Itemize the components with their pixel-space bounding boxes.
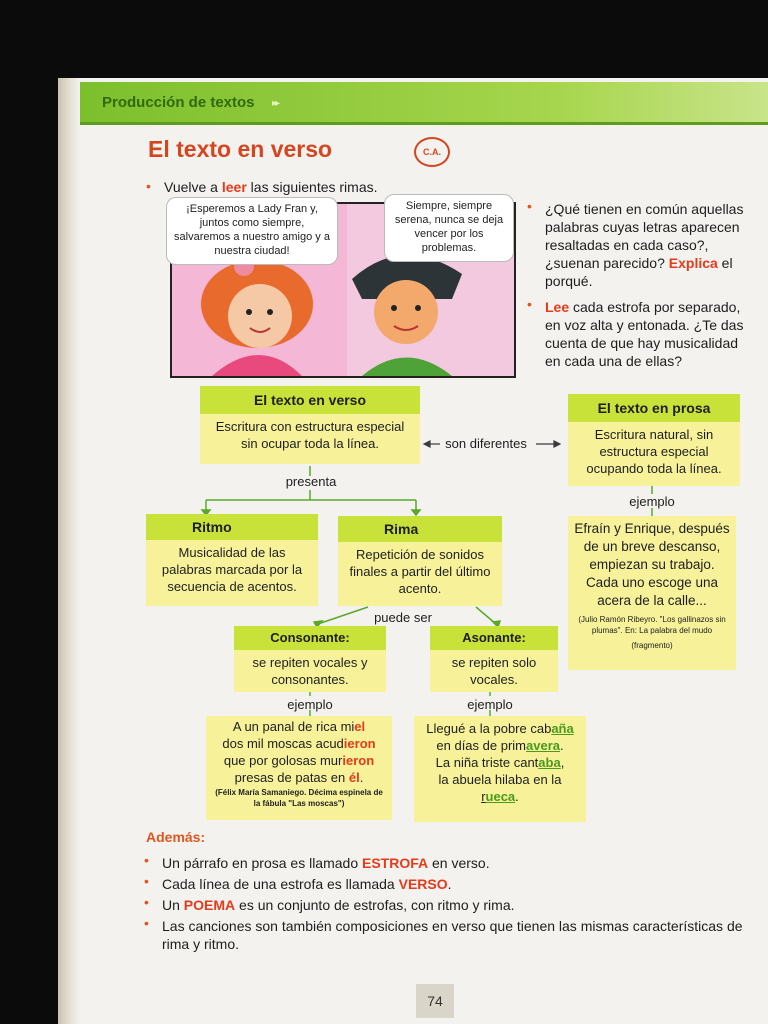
ason-verse-3 [414, 754, 586, 771]
speech-bubble-left: ¡Esperemos a Lady Fran y, juntos como siempre, salvaremos a nuestro amigo y a nuestra ciudad! [166, 197, 338, 265]
ason-verse-2 [414, 737, 586, 754]
cons-rhyme: ieron [342, 753, 375, 768]
cons-verse-text: presas de patas en [234, 770, 349, 785]
ademas-key: POEMA [183, 897, 236, 913]
cons-verse-text: dos mil moscas acud [222, 736, 344, 751]
question-2-text: cada estrofa por separado, en voz alta y entonada. ¿Te das cuenta de que hay musicalidad en cada una de ellas? [545, 299, 744, 369]
verso-title: El texto en verso [200, 386, 420, 414]
cons-verse-4 [206, 769, 392, 786]
link-ejemplo-prosa: ejemplo [629, 494, 675, 509]
ademas-item-4: Las canciones son también composiciones en verso que tienen las mismas características de rima y ritmo. [162, 918, 743, 952]
ademas-title: Además: [146, 829, 206, 845]
cons-rhyme: él [348, 770, 360, 785]
ason-rhyme: ueca [485, 789, 516, 804]
bullet-icon: • [144, 852, 149, 868]
ason-rhyme: aña [551, 721, 574, 736]
cons-verse-text: A un panal de rica mi [232, 719, 355, 734]
page-title: El texto en verso [148, 136, 333, 162]
ademas-item-3 [162, 896, 515, 914]
arrows-icon: ▸▸ [272, 98, 279, 109]
bullet-icon: • [527, 198, 532, 214]
ason-verse-4 [414, 771, 586, 788]
ason-verse-5 [414, 788, 586, 805]
asonante-title: Asonante: [430, 626, 558, 650]
link-ejemplo-asonante: ejemplo [467, 697, 513, 712]
cons-verse-3 [206, 752, 392, 769]
ademas-key: ESTROFA [362, 855, 429, 871]
prosa-node [568, 394, 740, 486]
cons-verse-2 [206, 735, 392, 752]
consonante-example [206, 716, 392, 820]
ason-punct: . [515, 789, 519, 804]
asonante-node [430, 626, 558, 692]
ason-verse-text: Llegué a la pobre cab [426, 721, 552, 736]
consonante-title: Consonante: [234, 626, 386, 650]
consonante-body: se repiten vocales y consonantes. [252, 655, 368, 687]
instruction-pre: Vuelve a [164, 179, 222, 195]
speech-bubble-right: Siempre, siempre serena, nunca se deja vencer por los problemas. [384, 194, 514, 262]
ademas-text: es un conjunto de estrofas, con ritmo y rima. [235, 897, 515, 913]
ademas-text: Un párrafo en prosa es llamado [162, 855, 362, 871]
cons-punct: . [359, 770, 364, 785]
ason-rhyme: avera [526, 738, 560, 753]
prosa-example-source: (Julio Ramón Ribeyro. "Los gallinazos sin plumas". En: La palabra del mudo [578, 615, 726, 635]
link-son-diferentes: son diferentes [445, 436, 527, 451]
prosa-example [568, 516, 736, 670]
ademas-item-1 [162, 854, 490, 872]
ademas-item-2 [162, 875, 452, 893]
rima-node [338, 516, 502, 606]
link-presenta: presenta [285, 474, 337, 489]
rima-title: Rima [338, 516, 502, 542]
ritmo-node [146, 514, 318, 606]
ademas-key: VERSO [398, 876, 448, 892]
instruction-post: las siguientes rimas. [246, 179, 378, 195]
ason-punct: . [559, 738, 564, 753]
instruction-verb: leer [221, 179, 247, 195]
cons-rhyme: ieron [343, 736, 376, 751]
ademas-text: . [447, 876, 452, 892]
ason-verse-text: La niña triste cant [435, 755, 539, 770]
bullet-icon: • [527, 296, 532, 312]
cons-verse-text: que por golosas mur [223, 753, 343, 768]
question-1-text: ¿Qué tienen en común aquellas palabras cuyas letras aparecen resaltadas en cada caso?, ¿suenan parecido? [545, 201, 744, 271]
bullet-icon: • [146, 178, 151, 194]
cons-rhyme: el [354, 719, 366, 734]
rima-body: Repetición de sonidos finales a partir del último acento. [349, 547, 491, 596]
question-1-end: el porqué. [545, 255, 733, 289]
prosa-example-fragment: (fragmento) [631, 641, 673, 650]
ason-verse-text: la abuela hilaba en la [438, 772, 562, 787]
cons-verse-1 [206, 718, 392, 735]
ritmo-title: Ritmo [146, 514, 318, 540]
cons-example-source: (Félix María Samaniego. Décima espinela de la fábula "Las moscas") [215, 788, 383, 808]
asonante-example [414, 716, 586, 822]
verso-body: Escritura con estructura especial sin ocupar toda la línea. [215, 419, 405, 451]
bullet-icon: • [144, 894, 149, 910]
ademas-text: Un [162, 897, 184, 913]
ason-rhyme: aba [538, 755, 561, 770]
question-1-verb: Explica [668, 255, 718, 271]
link-puede-ser: puede ser [374, 610, 432, 625]
ason-verse-text: en días de prim [436, 738, 526, 753]
question-2-verb: Lee [545, 299, 570, 315]
ademas-text: en verso. [428, 855, 490, 871]
consonante-node [234, 626, 386, 692]
prosa-example-text: Efraín y Enrique, después de un breve descanso, empiezan su trabajo. Cada uno escoge una acera de la calle... [574, 521, 730, 608]
ademas-text: Cada línea de una estrofa es llamada [162, 876, 399, 892]
page-number: 74 [416, 984, 454, 1018]
section-title: Producción de textos [102, 94, 255, 111]
prosa-title: El texto en prosa [568, 394, 740, 422]
bullet-icon: • [144, 915, 149, 931]
prosa-body: Escritura natural, sin estructura especial ocupando toda la línea. [586, 427, 722, 476]
ason-verse-text: r [481, 789, 486, 804]
ca-badge: C.A. [414, 137, 450, 167]
link-ejemplo-consonante: ejemplo [287, 697, 333, 712]
asonante-body: se repiten solo vocales. [451, 655, 537, 687]
ason-punct: , [560, 755, 565, 770]
ritmo-body: Musicalidad de las palabras marcada por la secuencia de acentos. [161, 545, 303, 594]
bullet-icon: • [144, 873, 149, 889]
verso-node [200, 386, 420, 464]
ason-verse-1 [414, 720, 586, 737]
